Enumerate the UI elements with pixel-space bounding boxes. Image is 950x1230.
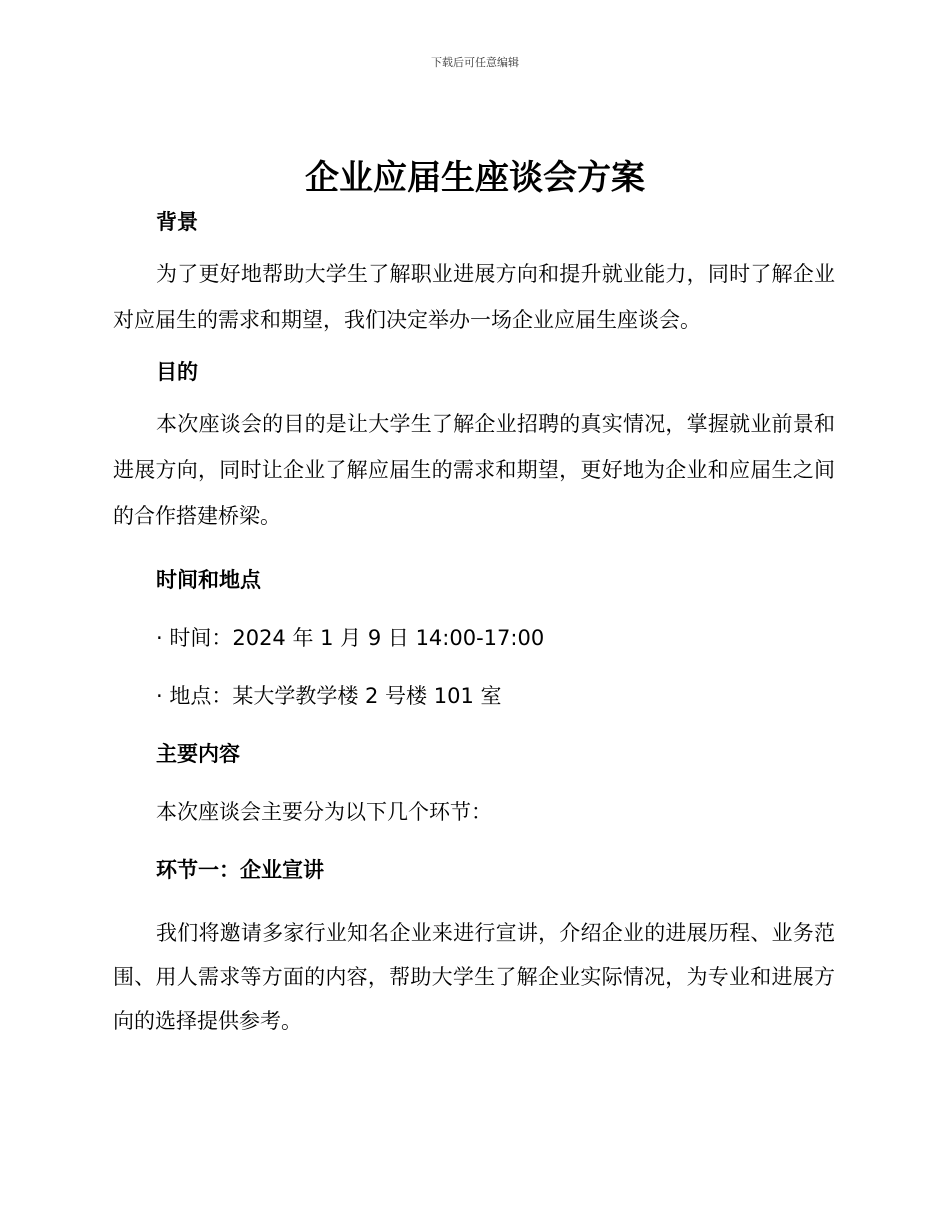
section-heading-purpose: 目的 bbox=[156, 360, 198, 384]
document-body bbox=[113, 205, 835, 1043]
purpose-paragraph: 本次座谈会的目的是让大学生了解企业招聘的真实情况，掌握就业前景和进展方向，同时让企业了解应届生的需求和期望，更好地为企业和应届生之间的合作搭建桥梁。 bbox=[113, 412, 835, 528]
document-title: 企业应届生座谈会方案 bbox=[305, 158, 645, 198]
section-heading-background: 背景 bbox=[156, 210, 198, 234]
section-heading-time-place: 时间和地点 bbox=[156, 568, 261, 592]
list-item-location: · 地点：某大学教学楼 2 号楼 101 室 bbox=[156, 684, 502, 708]
header-note: 下载后可任意编辑 bbox=[431, 56, 519, 69]
section-heading-main-content: 主要内容 bbox=[156, 742, 240, 766]
main-content-intro: 本次座谈会主要分为以下几个环节： bbox=[156, 800, 492, 824]
background-paragraph: 为了更好地帮助大学生了解职业进展方向和提升就业能力，同时了解企业对应届生的需求和期望，我们决定举办一场企业应届生座谈会。 bbox=[113, 262, 835, 332]
segment-one-heading: 环节一：企业宣讲 bbox=[156, 858, 324, 882]
time-place-list bbox=[113, 621, 835, 713]
segment-one-paragraph: 我们将邀请多家行业知名企业来进行宣讲，介绍企业的进展历程、业务范围、用人需求等方面的内容，帮助大学生了解企业实际情况，为专业和进展方向的选择提供参考。 bbox=[113, 921, 835, 1033]
list-item-time: · 时间：2024 年 1 月 9 日 14:00-17:00 bbox=[156, 626, 545, 650]
